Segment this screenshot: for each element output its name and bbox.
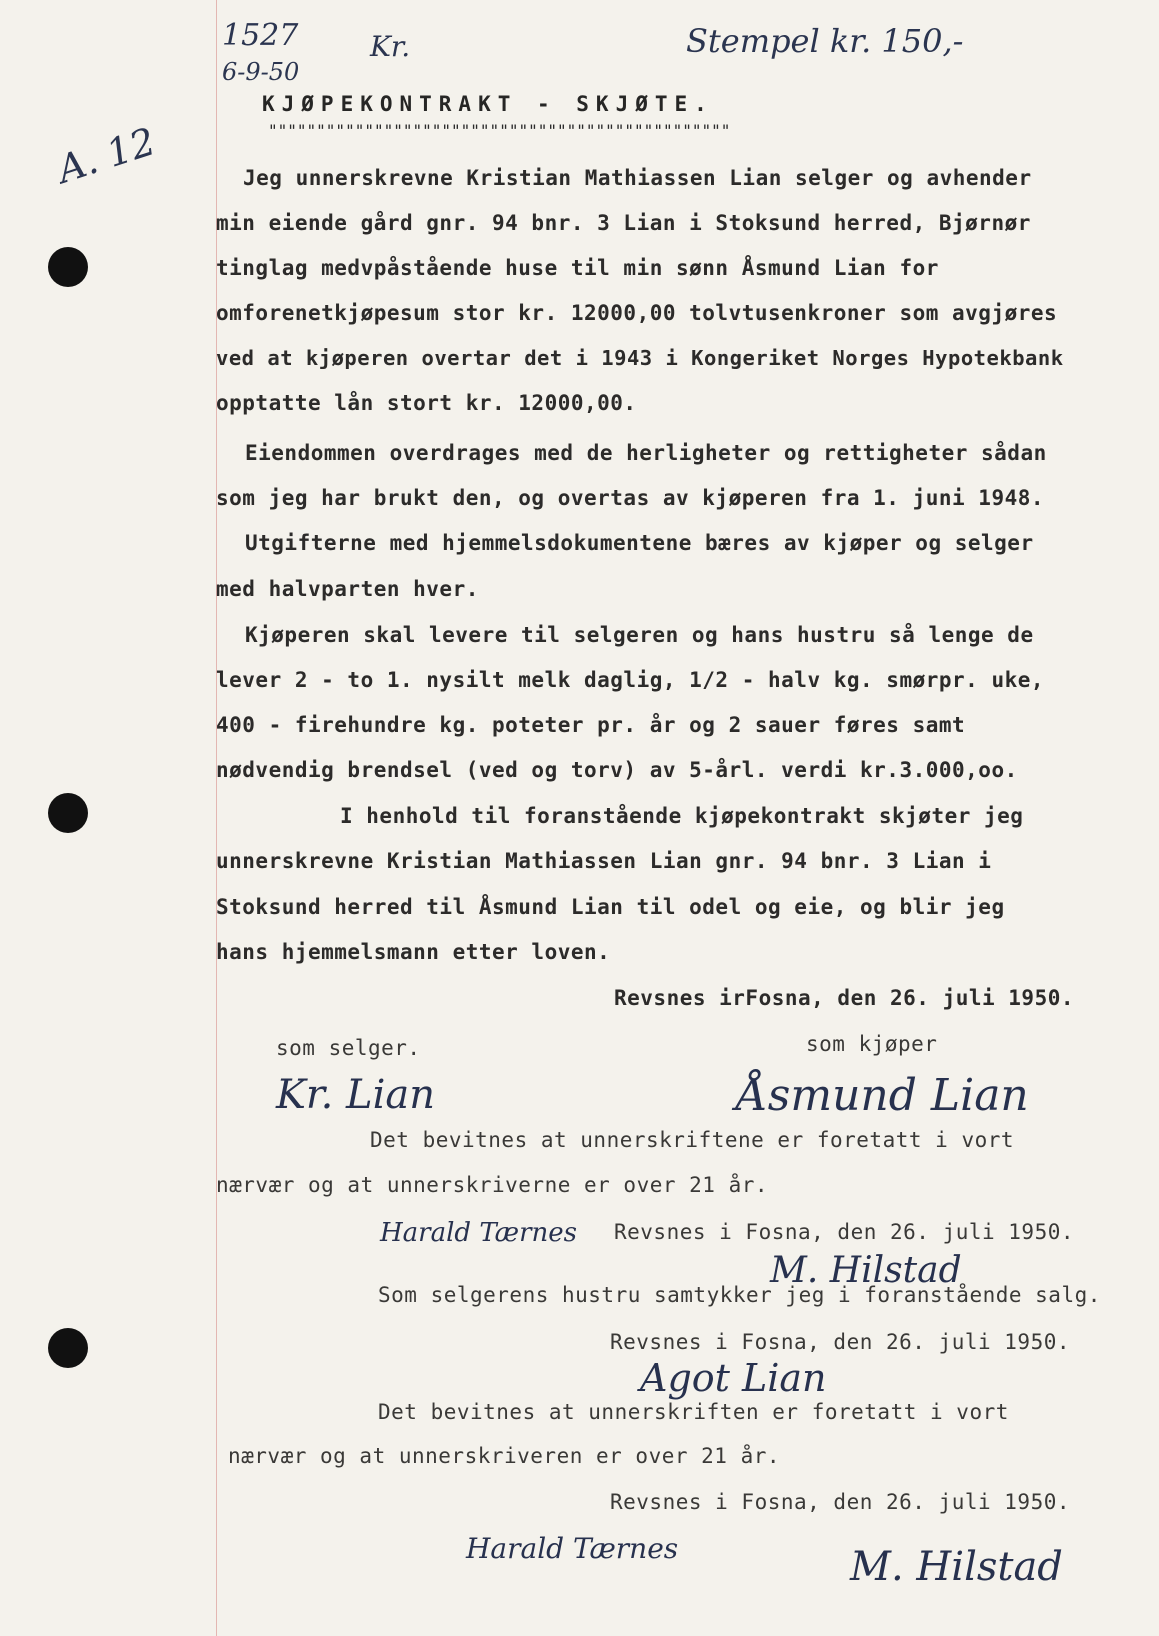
document-title: KJØPEKONTRAKT - SKJØTE.: [262, 92, 714, 116]
title-underline: """""""""""""""""""""""""""""""""""""""""""""""": [268, 121, 731, 140]
witness-date: Revsnes i Fosna, den 26. juli 1950.: [610, 1490, 1071, 1514]
body-line: 400 - firehundre kg. poteter pr. år og 2 sauer føres samt: [216, 713, 966, 737]
body-line: som jeg har brukt den, og overtas av kjøperen fra 1. juni 1948.: [216, 486, 1045, 510]
body-line: unnerskrevne Kristian Mathiassen Lian gnr. 94 bnr. 3 Lian i: [216, 849, 992, 873]
body-line: Utgifterne med hjemmelsdokumentene bæres av kjøper og selger: [245, 531, 1034, 555]
stamp-annotation: Stempel kr. 150,-: [686, 22, 964, 60]
punch-hole: [48, 793, 88, 833]
buyer-signature: Åsmund Lian: [736, 1070, 1029, 1121]
body-line: Stoksund herred til Åsmund Lian til odel og eie, og blir jeg: [216, 895, 1005, 919]
witness-signature: M. Hilstad: [770, 1250, 962, 1291]
witness-signature: Harald Tærnes: [380, 1218, 577, 1248]
witness-date: Revsnes i Fosna, den 26. juli 1950.: [614, 1220, 1075, 1244]
witness-statement: nærvær og at unnerskriverne er over 21 år.: [216, 1173, 769, 1197]
buyer-label: som kjøper: [806, 1032, 938, 1056]
seller-label: som selger.: [276, 1036, 421, 1060]
witness-statement: nærvær og at unnerskriveren er over 21 år.: [228, 1444, 781, 1468]
body-line: opptatte lån stort kr. 12000,00.: [216, 391, 637, 415]
body-line: hans hjemmelsmann etter loven.: [216, 940, 611, 964]
consent-statement: Som selgerens hustru samtykker jeg i foranstående salg.: [378, 1283, 1101, 1307]
seller-signature: Kr. Lian: [276, 1072, 436, 1118]
body-line: lever 2 - to 1. nysilt melk daglig, 1/2 - halv kg. smørpr. uke,: [216, 668, 1045, 692]
witness-signature: Harald Tærnes: [466, 1532, 679, 1565]
body-line: Eiendommen overdrages med de herligheter og rettigheter sådan: [245, 441, 1047, 465]
witness-statement: Det bevitnes at unnerskriften er foretatt i vort: [378, 1400, 1009, 1424]
margin-line: [216, 0, 217, 1636]
witness-statement: Det bevitnes at unnerskriftene er foretatt i vort: [370, 1128, 1015, 1152]
body-line: med halvparten hver.: [216, 577, 479, 601]
body-line: ved at kjøperen overtar det i 1943 i Kongeriket Norges Hypotekbank: [216, 346, 1064, 370]
handwritten-date: 6-9-50: [222, 58, 300, 86]
consent-signature: Agot Lian: [640, 1356, 827, 1400]
punch-hole: [48, 247, 88, 287]
body-line: I henhold til foranstående kjøpekontrakt skjøter jeg: [340, 804, 1024, 828]
witness-signature: M. Hilstad: [850, 1544, 1063, 1590]
punch-hole: [48, 1328, 88, 1368]
consent-date: Revsnes i Fosna, den 26. juli 1950.: [610, 1330, 1071, 1354]
body-line: tinglag medvpåstående huse til min sønn Åsmund Lian for: [216, 256, 939, 280]
body-line: omforenetkjøpesum stor kr. 12000,00 tolvtusenkroner som avgjøres: [216, 301, 1058, 325]
handwritten-number: 1527: [222, 18, 299, 53]
body-line: Jeg unnerskrevne Kristian Mathiassen Lian selger og avhender: [243, 166, 1032, 190]
place-date: Revsnes irFosna, den 26. juli 1950.: [614, 986, 1075, 1010]
body-line: Kjøperen skal levere til selgeren og hans hustru så lenge de: [245, 623, 1034, 647]
handwritten-initials: Kr.: [370, 30, 411, 63]
body-line: min eiende gård gnr. 94 bnr. 3 Lian i Stoksund herred, Bjørnør: [216, 211, 1031, 235]
archive-reference: A. 12: [52, 119, 161, 192]
body-line: nødvendig brendsel (ved og torv) av 5-årl. verdi kr.3.000,oo.: [216, 758, 1018, 782]
